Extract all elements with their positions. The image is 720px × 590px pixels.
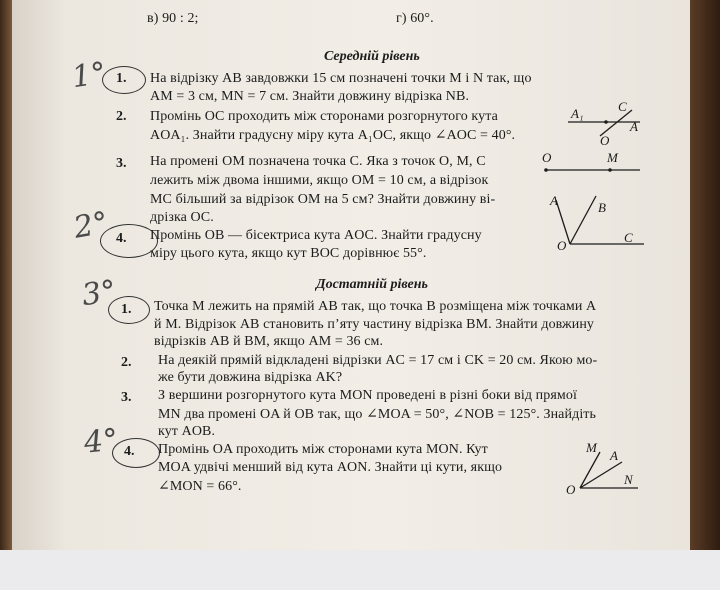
task-8-line-1: Промінь OA проходить між сторонами кута MON. Кут [158,442,488,457]
task-3-line-1: На промені OM позначена точка C. Яка з точок O, M, C [150,154,486,169]
figure-bisector [549,193,644,253]
fig2-label-a: A [630,119,638,134]
task-7-line-1: З вершини розгорнутого кута MON проведені в різні боки від прямої [158,388,577,403]
fig3-label-m: M [607,150,618,165]
fig4-label-a: A [550,193,558,208]
fig3-label-o: O [542,150,552,165]
section-title-sufficient-level: Достатній рівень [316,277,428,292]
task-3-line-3: MC більший за відрізок OM на 5 см? Знайти довжину ві- [150,192,496,207]
figure-angle-mon [566,440,638,497]
task-number: 2. [116,109,127,124]
fig2-label-o: O [600,133,610,148]
fig8-label-o: O [566,482,576,497]
fig4-label-b: B [598,200,606,215]
task-number: 3. [121,390,132,405]
task-1-line-1: На відрізку AB завдовжки 15 см позначені точки M і N так, що [150,71,532,86]
top-option-left: в) 90 : 2; [147,11,199,26]
task-1-line-2: AM = 3 см, MN = 7 см. Знайти довжину відрізка NB. [150,89,470,104]
task-6-line-1: На деякій прямій відкладені відрізки AC = 17 см і CK = 20 см. Якою мо- [158,353,598,368]
fig4-label-o: O [557,238,567,253]
task-8-line-3: ∠MON = 66°. [158,479,242,494]
task-5-line-2: й M. Відрізок AB становить п’яту частину відрізка BM. Знайти довжину [154,317,595,332]
handwritten-mark-2: 2° [71,205,111,246]
task-5-line-3: відрізків AB й BM, якщо AM = 36 см. [154,334,384,349]
task-number: 1. [121,302,132,317]
section-title-middle-level: Середній рівень [324,49,420,64]
task-number: 1. [116,71,127,86]
figure-ray-om [542,150,640,172]
top-option-right: г) 60°. [396,11,434,26]
fig4-label-c: C [624,230,633,245]
task-number: 4. [124,444,135,459]
task-3-line-2: лежить між двома іншими, якщо OM = 10 см, а відрізок [150,173,489,188]
viewer-bottom-bar [0,550,720,590]
task-7-line-2: MN два промені OA й OB так, що ∠MOA = 50°, ∠NOB = 125°. Знайдіть [158,407,597,422]
handwritten-mark-4: 4° [82,422,120,461]
fig8-label-a: A [610,448,618,463]
fig8-label-m: M [586,440,597,455]
fig2-label-a1: A₁ [571,106,584,121]
task-5-line-1: Точка M лежить на прямій AB так, що точка B розміщена між точками A [154,299,597,314]
book-spine-edge [0,0,12,550]
fig8-label-n: N [624,472,633,487]
handwritten-mark-3: 3° [79,273,119,314]
textbook-page [12,0,692,550]
task-number: 3. [116,156,127,171]
task-4-line-2: міру цього кута, якщо кут BOC дорівнює 55°. [150,246,427,261]
handwritten-mark-1: 1° [69,55,109,96]
task-8-line-2: MOA удвічі менший від кута AON. Знайти ці кути, якщо [158,460,503,475]
page-right-edge [690,0,720,550]
task-number: 4. [116,231,127,246]
task-7-line-3: кут AOB. [158,424,216,439]
geometry-figures [12,0,692,550]
task-2-line-1: Промінь OC проходить між сторонами розгорнутого кута [150,109,498,124]
task-2-line-2: AOA₁. Знайти градусну міру кута A₁OC, якщо ∠AOC = 40°. [150,128,516,143]
task-3-line-4: дрізка OC. [150,210,214,225]
task-number: 2. [121,355,132,370]
task-6-line-2: же бути довжина відрізка AK? [158,370,343,385]
fig2-label-c: C [618,99,627,114]
figure-straight-angle [568,99,640,148]
task-4-line-1: Промінь OB — бісектриса кута AOC. Знайти градусну [150,228,482,243]
